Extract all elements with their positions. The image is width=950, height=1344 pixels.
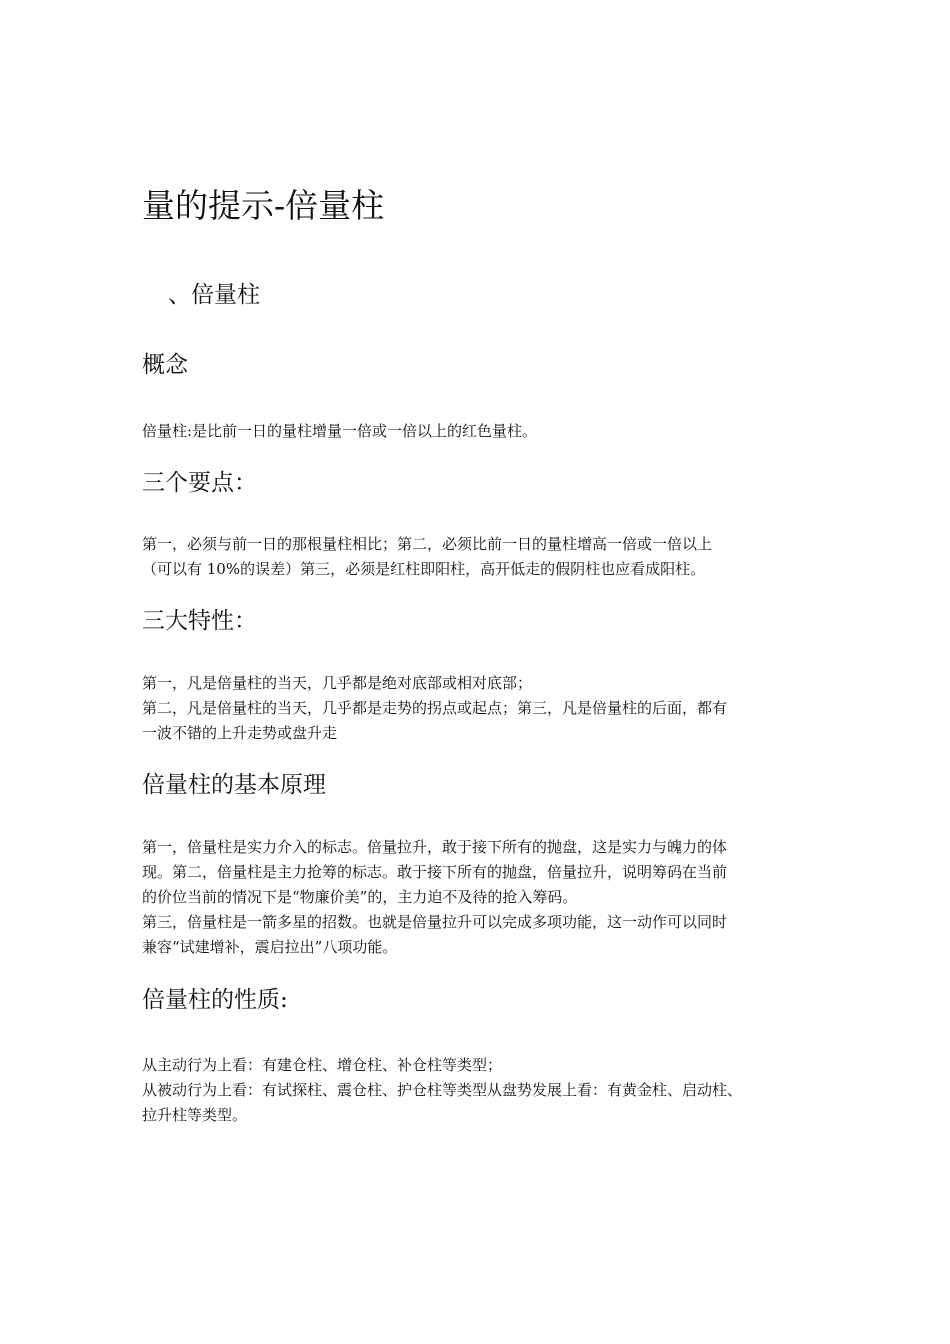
paragraph-line: 从主动行为上看：有建仓柱、增仓柱、补仓柱等类型； [142,1056,503,1074]
paragraph-line: 现。第二，倍量柱是主力抢筹的标志。敢于接下所有的抛盘，倍量拉升，说明筹码在当前 [142,863,728,881]
section-heading-principles: 倍量柱的基本原理 [142,772,326,798]
paragraph-line: 第一，必须与前一日的那根量柱相比；第二，必须比前一日的量柱增高一倍或一倍以上 [142,535,713,553]
paragraph-line: 一波不错的上升走势或盘升走 [142,724,338,742]
paragraph-line: 第二，凡是倍量柱的当天，几乎都是走势的拐点或起点；第三，凡是倍量柱的后面，都有 [142,699,728,717]
document-title: 量的提示-倍量柱 [142,186,385,225]
document-subtitle: 、倍量柱 [168,282,260,308]
paragraph-line: 的价位当前的情况下是“物廉价美”的，主力迫不及待的抢入筹码。 [142,888,578,906]
section-body-nature [142,1053,822,1128]
section-body-three-traits [142,671,822,746]
paragraph-line: 从被动行为上看：有试探柱、震仓柱、护仓柱等类型从盘势发展上看：有黄金柱、启动柱、 [142,1081,743,1099]
paragraph-line: （可以有 10%的误差）第三，必须是红柱即阳柱，高开低走的假阴柱也应看成阳柱。 [142,560,706,578]
section-heading-nature: 倍量柱的性质: [142,987,288,1013]
section-body-principles [142,835,822,960]
paragraph-line: 倍量柱:是比前一日的量柱增量一倍或一倍以上的红色量柱。 [142,422,538,440]
paragraph-line: 第一，倍量柱是实力介入的标志。倍量拉升，敢于接下所有的抛盘，这是实力与魄力的体 [142,838,728,856]
paragraph-line: 第一，凡是倍量柱的当天，几乎都是绝对底部或相对底部； [142,674,533,692]
paragraph-line: 兼容“试建增补，震启拉出”八项功能。 [142,938,398,956]
section-body-three-points [142,532,822,582]
paragraph-line: 第三，倍量柱是一箭多星的招数。也就是倍量拉升可以完成多项功能，这一动作可以同时 [142,913,728,931]
section-heading-three-traits: 三大特性： [142,608,257,634]
section-heading-three-points: 三个要点： [142,470,257,496]
paragraph-line: 拉升柱等类型。 [142,1106,248,1124]
section-heading-concept: 概念 [142,352,188,378]
section-body-concept [142,419,822,444]
